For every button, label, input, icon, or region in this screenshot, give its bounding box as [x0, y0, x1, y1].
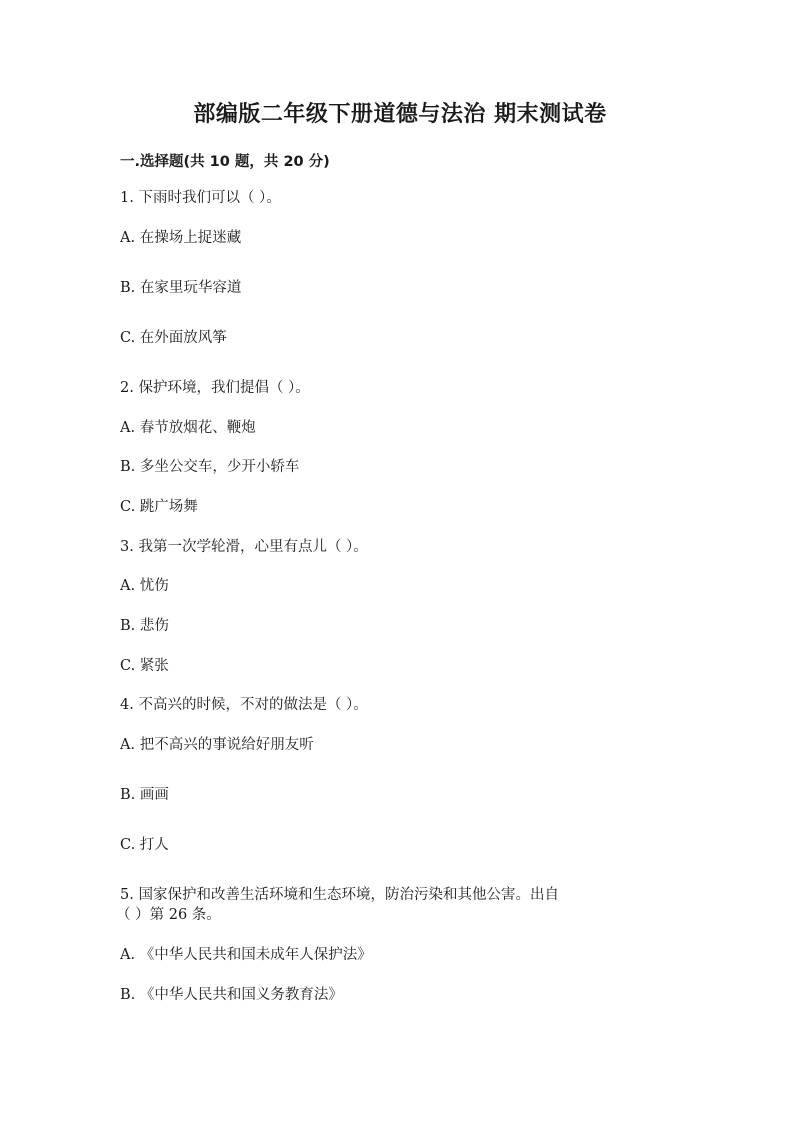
- question-3-option-a: A. 忧伤: [120, 578, 169, 594]
- question-1-option-a: A. 在操场上捉迷藏: [120, 230, 242, 246]
- question-2-option-c: C. 跳广场舞: [120, 499, 198, 515]
- question-5-stem-continued: （ ）第 26 条。: [116, 907, 221, 923]
- question-1-stem: 1. 下雨时我们可以（ ）。: [120, 190, 281, 206]
- question-2-stem: 2. 保护环境，我们提倡（ ）。: [120, 380, 310, 396]
- question-2-option-a: A. 春节放烟花、鞭炮: [120, 420, 256, 436]
- question-1-option-c: C. 在外面放风筝: [120, 330, 227, 346]
- page-title: 部编版二年级下册道德与法治 期末测试卷: [193, 102, 607, 127]
- question-4-option-a: A. 把不高兴的事说给好朋友听: [120, 737, 314, 753]
- question-1-option-b: B. 在家里玩华容道: [120, 280, 242, 296]
- question-4-option-c: C. 打人: [120, 837, 169, 853]
- question-5-option-a: A. 《中华人民共和国未成年人保护法》: [120, 947, 372, 963]
- question-3-option-c: C. 紧张: [120, 658, 169, 674]
- question-5-option-b: B. 《中华人民共和国义务教育法》: [120, 987, 343, 1003]
- question-3-stem: 3. 我第一次学轮滑，心里有点儿（ ）。: [120, 539, 368, 555]
- question-2-option-b: B. 多坐公交车，少开小轿车: [120, 459, 300, 475]
- question-4-option-b: B. 画画: [120, 787, 169, 803]
- question-3-option-b: B. 悲伤: [120, 618, 169, 634]
- question-5-stem: 5. 国家保护和改善生活环境和生态环境，防治污染和其他公害。出自: [120, 887, 559, 903]
- section-heading: 一.选择题(共 10 题，共 20 分): [120, 154, 330, 170]
- question-4-stem: 4. 不高兴的时候，不对的做法是（ ）。: [120, 697, 368, 713]
